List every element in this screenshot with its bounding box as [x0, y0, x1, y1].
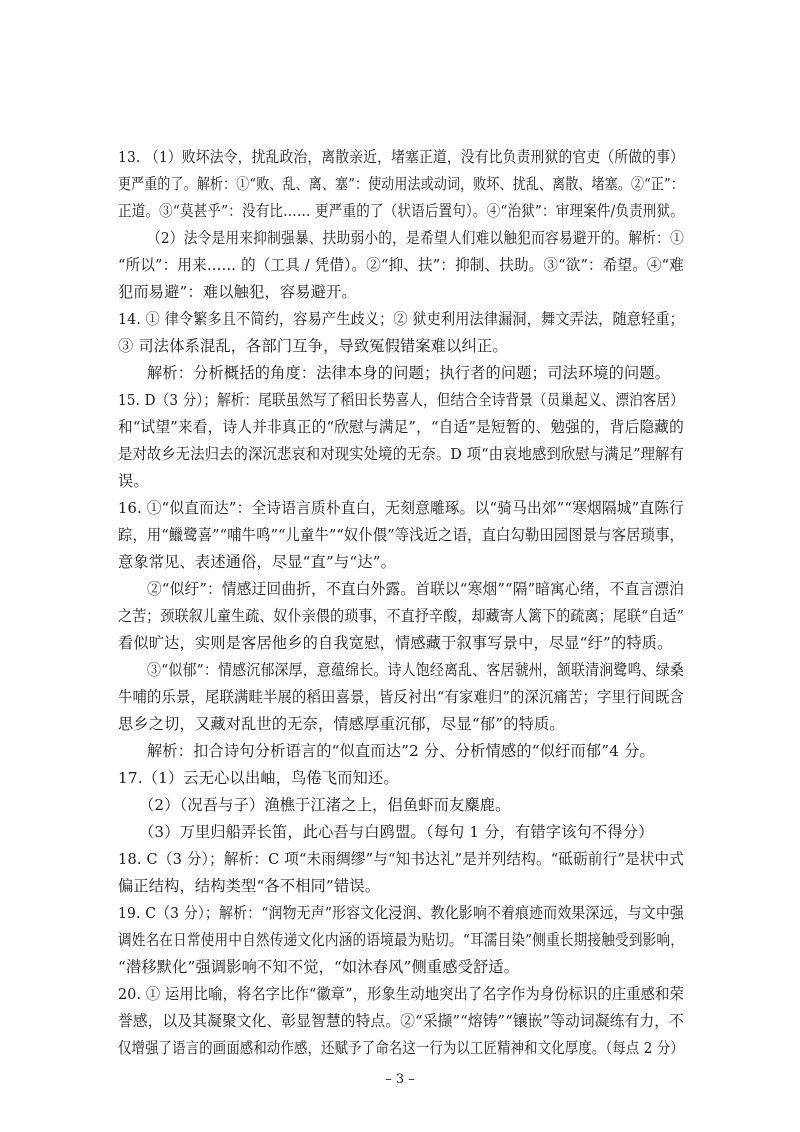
text-line: （3）万里归船弄长笛，此心吾与白鸥盟。（每句 1 分，有错字该句不得分）: [139, 823, 654, 841]
text-line: 20. ① 运用比喻，将名字比作“徽章”，形象生动地突出了名字作为身份标识的庄重感和荣: [118, 985, 684, 1003]
text-line: 和“试望”来看，诗人并非真正的“欣慰与满足”，“自适”是短暂的、勉强的，背后隐藏的: [118, 418, 685, 436]
text-line: ③ 司法体系混乱，各部门互争，导致冤假错案难以纠正。: [118, 337, 508, 355]
text-line: 看似旷达，实则是客居他乡的自我宽慰，情感藏于叙事写景中，尽显“纡”的特质。: [118, 634, 673, 652]
text-line: 是对故乡无法归去的深沉悲哀和对现实处境的无奈。D 项“由哀地感到欣慰与满足”理解有: [118, 445, 685, 463]
text-line: 解析：分析概括的角度：法律本身的问题；执行者的问题；司法环境的问题。: [147, 364, 671, 382]
text-line: 误。: [118, 472, 149, 490]
text-line: （2）（况吾与子）渔樵于江渚之上，侣鱼虾而友麋鹿。: [139, 796, 511, 814]
text-line: 意象常见、表述通俗，尽显“直”与“达”。: [118, 553, 397, 571]
text-line: 牛哺的乐景，尾联满畦半展的稻田喜景，皆反衬出“有家难归”的深沉痛苦；字里行间既含: [118, 688, 684, 706]
text-line: （2）法令是用来抑制强暴、扶助弱小的，是希望人们难以触犯而容易避开的。解析：①: [147, 229, 684, 247]
page-number: – 3 –: [385, 1072, 415, 1087]
text-line: 解析：扣合诗句分析语言的“似直而达”2 分、分析情感的“似纡而郁”4 分。: [147, 742, 655, 760]
text-line: 思乡之切，又藏对乱世的无奈，情感厚重沉郁，尽显“郁”的特质。: [118, 715, 565, 733]
text-line: 15. D（3 分）；解析：尾联虽然写了稻田长势喜人，但结合全诗背景（员巢起义、漂泊客居）: [118, 391, 685, 409]
text-line: 之苦；颈联叙儿童生疏、奴仆亲偎的琐事，不直抒辛酸，却藏寄人篱下的疏离；尾联“自适”: [118, 607, 685, 625]
text-line: 13. （1）败坏法令，扰乱政治，离散亲近，堵塞正道，没有比负责刑狱的官吏（所做的事）: [118, 148, 684, 166]
text-line: 更严重的了。解析：①“败、乱、离、塞”：使动用法或动词，败坏、扰乱、离散、堵塞。②“正”：: [118, 175, 684, 193]
text-line: 调姓名在日常使用中自然传递文化内涵的语境最为贴切。“耳濡目染”侧重长期接触受到影响，: [118, 931, 685, 949]
text-line: 18. C（3 分）；解析：C 项“未雨绸缪”与“知书达礼”是并列结构。“砥砺前行”是状中式: [118, 850, 684, 868]
text-line: ③“似郁”：情感沉郁深厚，意蕴绵长。诗人饱经离乱、客居虢州，颔联清涧鹭鸣、绿桑: [147, 661, 684, 679]
text-line: 犯而易避”：难以触犯，容易避开。: [118, 283, 357, 301]
text-line: 仅增强了语言的画面感和动作感，还赋予了命名这一行为以工匠精神和文化厚度。（每点 2 分）: [118, 1039, 684, 1057]
text-line: 19. C（3 分）；解析：“润物无声”形容文化浸润、教化影响不着痕迹而效果深远，与文中强: [118, 904, 684, 922]
text-line: “潜移默化”强调影响不知不觉，“如沐春风”侧重感受舒适。: [118, 958, 520, 976]
text-line: 偏正结构，结构类型“各不相同”错误。: [118, 877, 381, 895]
text-line: “所以”：用来…… 的（工具 / 凭借）。②“抑、扶”：抑制、扶助。③“欲”：希望。④“难: [118, 256, 684, 274]
text-line: 16. ①“似直而达”：全诗语言质朴直白，无刻意雕琢。以“骑马出郊”“寒烟隔城”直陈行: [118, 499, 684, 517]
text-line: 誉感，以及其凝聚文化、彰显智慧的特点。②“采撷”“熔铸”“镶嵌”等动词凝练有力，不: [118, 1012, 685, 1030]
text-line: 正道。③“莫甚乎”：没有比…… 更严重的了（状语后置句）。④“治狱”：审理案件/负责刑狱。: [118, 202, 684, 220]
text-line: 14. ① 律令繁多且不简约，容易产生歧义；② 狱吏利用法律漏洞，舞文弄法，随意轻重；: [118, 310, 684, 328]
text-line: 17.（1）云无心以出岫，鸟倦飞而知还。: [118, 769, 399, 787]
text-line: 踪，用“鱲鹭喜”“哺牛鸣”“儿童牛”“奴仆偎”等浅近之语，直白勾勒田园图景与客居琐事，: [118, 526, 685, 544]
text-line: ②“似纡”：情感迂回曲折，不直白外露。首联以“寒烟”“隔”暗寓心绪，不直言漂泊: [147, 580, 685, 598]
